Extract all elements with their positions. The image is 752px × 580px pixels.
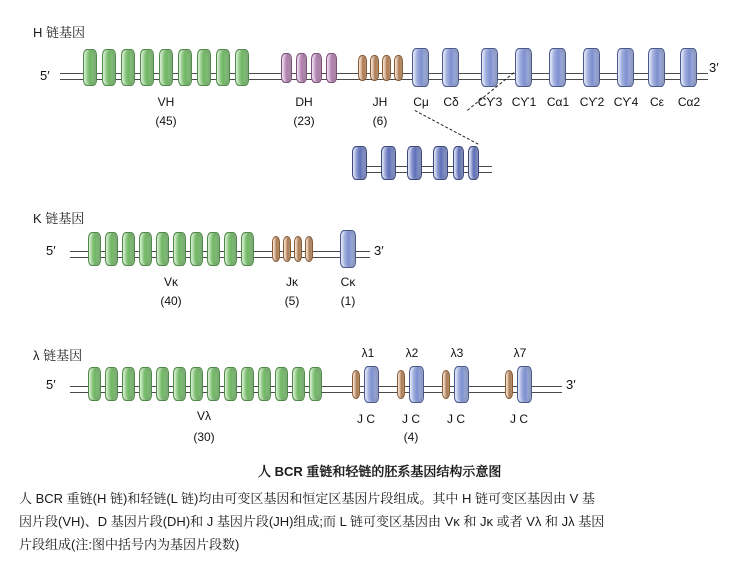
gene-box-calpha2	[680, 48, 697, 87]
gene-box-clambda3	[454, 366, 469, 403]
gene-box-jh	[370, 55, 379, 81]
row-title-h-chain: H 链基因	[33, 25, 86, 40]
gene-box-jh	[358, 55, 367, 81]
gene-box-cdelta	[442, 48, 459, 87]
seg-label-ckappa: Cκ	[340, 275, 356, 289]
gene-box-vkappa	[139, 232, 152, 266]
gene-box-vkappa	[173, 232, 186, 266]
seg-label-cgamma4: CƳ4	[613, 95, 639, 109]
row-title-lambda-chain: λ 链基因	[33, 348, 83, 363]
seg-count-jh: (6)	[372, 114, 388, 128]
lambda-cluster-label-2: λ2	[405, 346, 419, 360]
gene-box-vkappa	[224, 232, 237, 266]
seg-label-jh: JH	[372, 95, 388, 109]
seg-label-vkappa: Vκ	[163, 275, 179, 289]
gene-box-vh	[102, 49, 116, 86]
gene-box-dh	[281, 53, 292, 83]
seg-count-vh: (45)	[155, 114, 177, 128]
inset-exon-box	[453, 146, 464, 180]
gene-box-jlambda3	[442, 370, 450, 399]
gene-box-jh	[382, 55, 391, 81]
inset-exon-box	[407, 146, 422, 180]
gene-box-jkappa	[294, 236, 302, 262]
gene-box-vkappa	[190, 232, 203, 266]
gene-box-clambda1	[364, 366, 379, 403]
seg-label-jkappa: Jκ	[286, 275, 298, 289]
gene-box-cepsilon	[648, 48, 665, 87]
gene-box-vlambda	[105, 367, 118, 401]
gene-box-jkappa	[283, 236, 291, 262]
seg-label-cdelta: Cδ	[443, 95, 459, 109]
gene-box-cgamma2	[583, 48, 600, 87]
gene-box-jlambda7	[505, 370, 513, 399]
gene-box-cgamma1	[515, 48, 532, 87]
gene-box-jkappa	[272, 236, 280, 262]
gene-box-vlambda	[241, 367, 254, 401]
gene-box-vkappa	[88, 232, 101, 266]
seg-label-calpha2: Cα2	[677, 95, 701, 109]
seg-label-calpha1: Cα1	[546, 95, 570, 109]
gene-box-vh	[83, 49, 97, 86]
k-chain-five-prime: 5′	[46, 243, 56, 258]
inset-exon-box	[352, 146, 367, 180]
seg-count-vlambda: (30)	[193, 430, 215, 444]
gene-box-vlambda	[156, 367, 169, 401]
gene-box-vh	[235, 49, 249, 86]
seg-count-jkappa: (5)	[284, 294, 300, 308]
seg-label-cgamma1: CƳ1	[511, 95, 537, 109]
gene-box-dh	[326, 53, 337, 83]
gene-box-vkappa	[241, 232, 254, 266]
gene-box-cgamma4	[617, 48, 634, 87]
gene-box-vkappa	[105, 232, 118, 266]
gene-box-vlambda	[275, 367, 288, 401]
caption-title: 人 BCR 重链和轻链的胚系基因结构示意图	[258, 464, 502, 479]
gene-box-vlambda	[309, 367, 322, 401]
lambda-cluster-sub-1: J C	[357, 412, 375, 426]
gene-box-vlambda	[207, 367, 220, 401]
inset-exon-box	[381, 146, 396, 180]
seg-count-lambda-clusters: (4)	[403, 430, 419, 444]
gene-box-vkappa	[122, 232, 135, 266]
seg-label-vlambda: Vλ	[196, 409, 212, 423]
seg-label-cgamma2: CƳ2	[579, 95, 605, 109]
lambda-cluster-sub-7: J C	[510, 412, 528, 426]
gene-box-vlambda	[258, 367, 271, 401]
gene-box-vlambda	[173, 367, 186, 401]
seg-label-cepsilon: Cε	[649, 95, 665, 109]
h-chain-three-prime: 3′	[709, 60, 719, 75]
gene-box-ckappa	[340, 230, 356, 268]
gene-box-vh	[121, 49, 135, 86]
lambda-chain-five-prime: 5′	[46, 377, 56, 392]
gene-box-dh	[296, 53, 307, 83]
gene-box-vh	[159, 49, 173, 86]
gene-box-vlambda	[190, 367, 203, 401]
seg-label-cgamma3: CƳ3	[477, 95, 503, 109]
seg-count-vkappa: (40)	[160, 294, 182, 308]
gene-box-jkappa	[305, 236, 313, 262]
gene-box-cmu	[412, 48, 429, 87]
gene-box-jlambda2	[397, 370, 405, 399]
lambda-cluster-label-7: λ7	[513, 346, 527, 360]
lambda-cluster-sub-2: J C	[402, 412, 420, 426]
gene-box-dh	[311, 53, 322, 83]
lambda-chain-three-prime: 3′	[566, 377, 576, 392]
caption-line-3: 片段组成(注:图中括号内为基因片段数)	[19, 537, 240, 552]
gene-box-vlambda	[224, 367, 237, 401]
seg-count-dh: (23)	[293, 114, 315, 128]
seg-count-ckappa: (1)	[340, 294, 356, 308]
gene-box-vlambda	[292, 367, 305, 401]
gene-box-vh	[216, 49, 230, 86]
gene-box-jh	[394, 55, 403, 81]
caption-line-2: 因片段(VH)、D 基因片段(DH)和 J 基因片段(JH)组成;而 L 链可变区基因由 Vκ 和 Jκ 或者 Vλ 和 Jλ 基因	[19, 514, 605, 529]
seg-label-cmu: Cμ	[413, 95, 429, 109]
gene-box-clambda2	[409, 366, 424, 403]
gene-box-vh	[178, 49, 192, 86]
caption-line-1: 人 BCR 重链(H 链)和轻链(L 链)均由可变区基因和恒定区基因片段组成。其中 H 链可变区基因由 V 基	[19, 491, 595, 506]
gene-box-vkappa	[156, 232, 169, 266]
gene-box-vh	[197, 49, 211, 86]
h-chain-five-prime: 5′	[40, 68, 50, 83]
gene-box-clambda7	[517, 366, 532, 403]
inset-leader-left	[415, 110, 479, 145]
inset-exon-box	[433, 146, 448, 180]
lambda-cluster-label-3: λ3	[450, 346, 464, 360]
inset-exon-box	[468, 146, 479, 180]
gene-box-jlambda1	[352, 370, 360, 399]
gene-box-vlambda	[122, 367, 135, 401]
gene-box-vh	[140, 49, 154, 86]
lambda-cluster-label-1: λ1	[361, 346, 375, 360]
gene-box-calpha1	[549, 48, 566, 87]
seg-label-vh: VH	[157, 95, 175, 109]
gene-box-vlambda	[88, 367, 101, 401]
gene-box-vkappa	[207, 232, 220, 266]
gene-box-vlambda	[139, 367, 152, 401]
row-title-k-chain: K 链基因	[33, 211, 85, 226]
lambda-cluster-sub-3: J C	[447, 412, 465, 426]
gene-box-cgamma3	[481, 48, 498, 87]
seg-label-dh: DH	[295, 95, 313, 109]
k-chain-three-prime: 3′	[374, 243, 384, 258]
